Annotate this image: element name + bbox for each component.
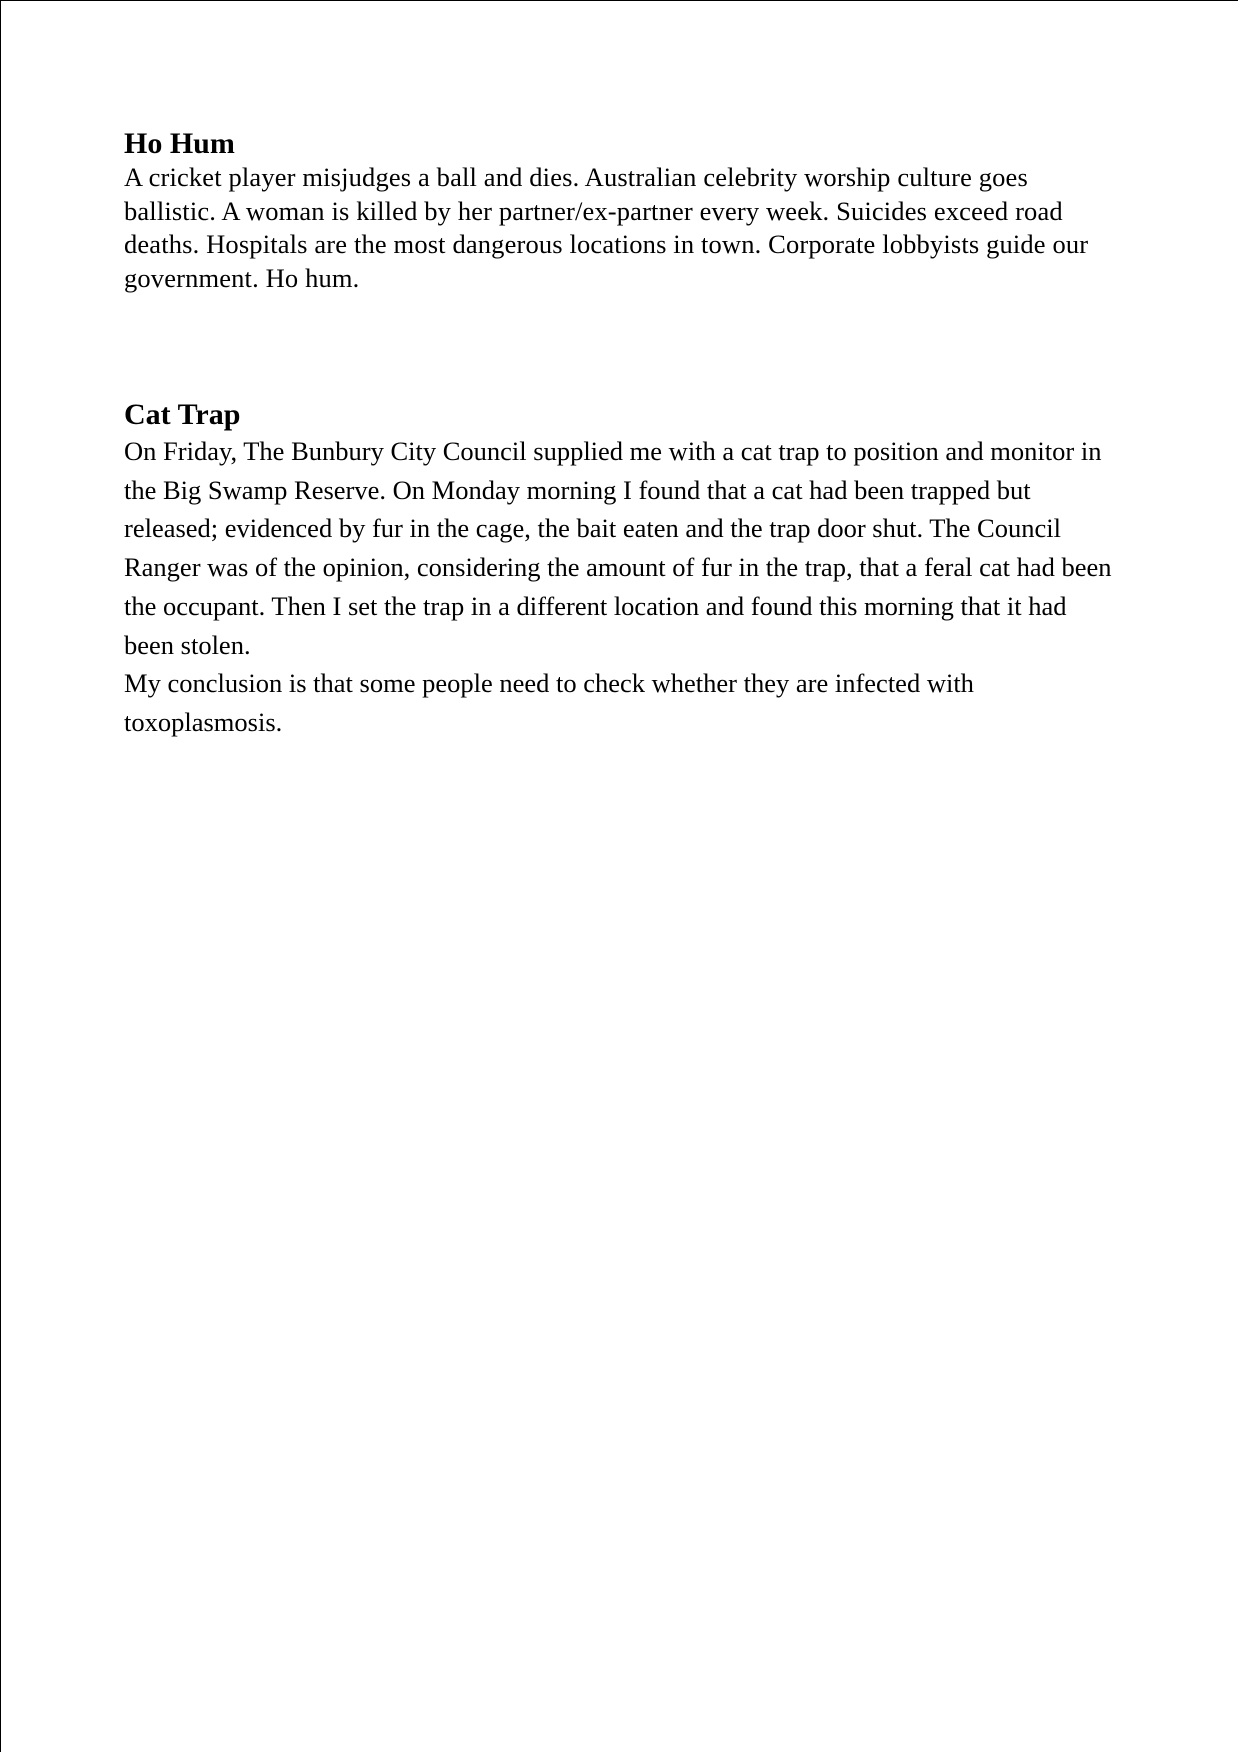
article-title: Ho Hum xyxy=(124,127,235,160)
article-cat-trap xyxy=(124,398,1114,742)
article-paragraph: My conclusion is that some people need to check whether they are infected with toxoplasmosis. xyxy=(124,668,974,737)
article-ho-hum xyxy=(124,127,1114,295)
article-title: Cat Trap xyxy=(124,398,241,431)
article-paragraph: A cricket player misjudges a ball and dies. Australian celebrity worship culture goes ballistic. A woman is killed by her partner/ex-partner every week. Suicides exceed road deaths. Hospitals are the most dangerous locations in town. Corporate lobbyists guide our government. Ho hum. xyxy=(124,162,1089,293)
article-paragraph: On Friday, The Bunbury City Council supplied me with a cat trap to position and monitor in the Big Swamp Reserve. On Monday morning I found that a cat had been trapped but released; evidenced by fur in the cage, the bait eaten and the trap door shut. The Council Ranger was of the opinion, considering the amount of fur in the trap, that a feral cat had been the occupant. Then I set the trap in a different location and found this morning that it had been stolen. xyxy=(124,436,1112,660)
